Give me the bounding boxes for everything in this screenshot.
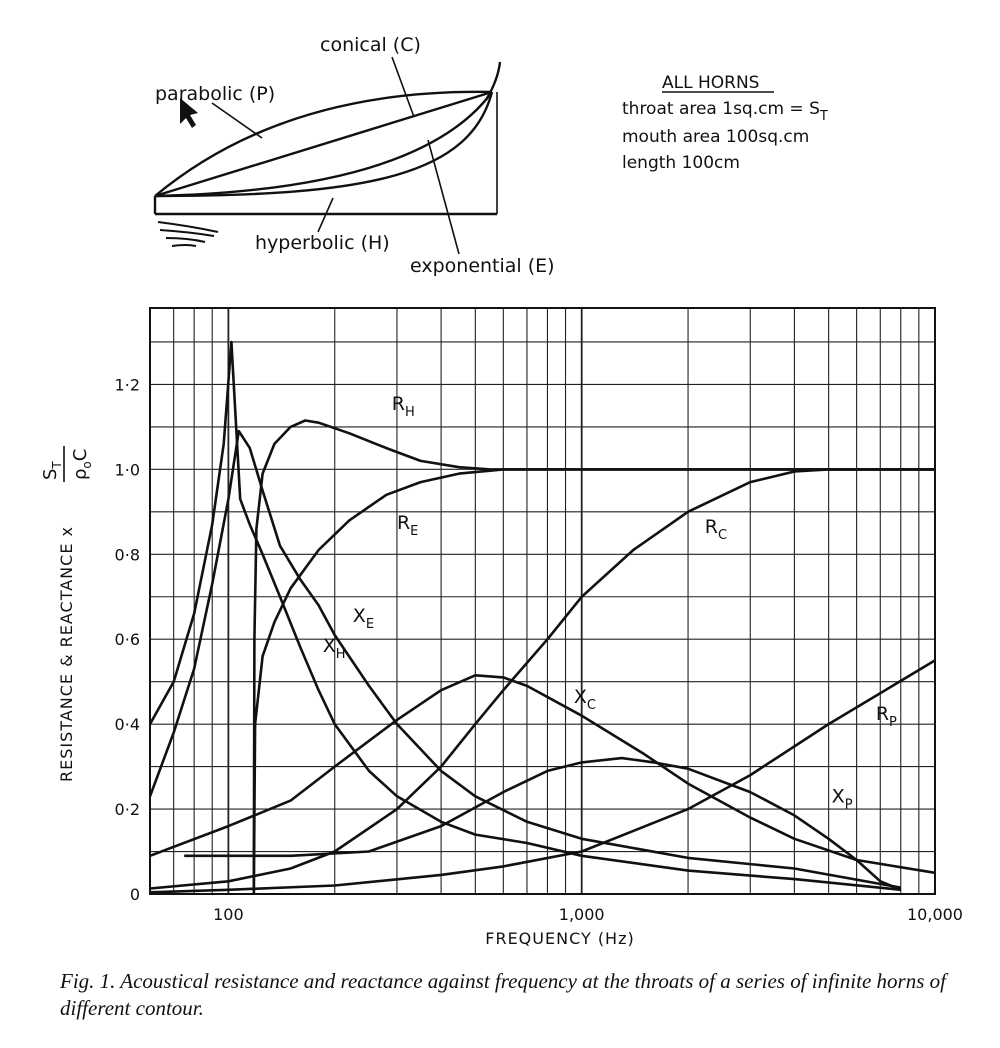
figure-caption: Fig. 1. Acoustical resistance and reactance against frequency at the throats of a series of infinite horns of different contour. (60, 969, 946, 1020)
parabolic-label: parabolic (P) (155, 83, 276, 105)
y-tick-label-6: 1·2 (114, 375, 140, 395)
specs-length: length 100cm (622, 153, 740, 173)
series-xh-line (150, 342, 901, 890)
parabolic-leader (212, 103, 262, 138)
series-xe-label: $X_E$ (352, 605, 375, 633)
series-rh-line (254, 421, 935, 895)
exponential-label: exponential (E) (410, 255, 555, 277)
x-tick-label-1: 1,000 (558, 905, 605, 924)
y-axis-label-main: RESISTANCE & REACTANCE x (57, 526, 76, 782)
chart (40, 308, 963, 948)
chart-grid (150, 308, 935, 894)
series-xp-line (184, 758, 901, 890)
specs-throat: throat area $1sq.cm = S_T$ (622, 99, 828, 124)
specs-heading: ALL HORNS (662, 73, 760, 93)
y-tick-labels (115, 375, 140, 904)
exponential-leader (428, 140, 459, 254)
horn-specs (622, 73, 828, 173)
x-axis-label: FREQUENCY (Hz) (485, 929, 635, 948)
series-xp-label: $X_P$ (831, 785, 853, 813)
conical-leader (392, 57, 414, 117)
x-tick-label-2: 10,000 (907, 905, 963, 924)
series-xh-label: $X_H$ (322, 634, 346, 662)
y-tick-label-4: 0·8 (114, 545, 140, 565)
y-axis-fraction (40, 446, 94, 482)
mouth-flare (486, 62, 500, 100)
y-tick-label-3: 0·6 (114, 630, 140, 650)
hyperbolic-label: hyperbolic (H) (255, 232, 390, 254)
x-tick-label-0: 100 (213, 905, 244, 924)
chart-series (150, 342, 935, 894)
specs-mouth: mouth area 100sq.cm (622, 127, 810, 147)
y-tick-label-0: 0 (129, 885, 140, 904)
y-tick-label-2: 0·4 (114, 715, 140, 735)
x-tick-labels (213, 905, 963, 924)
conical-label: conical (C) (320, 34, 421, 56)
fraction-denominator: $\rho_oC$ (70, 448, 94, 480)
driver-scribble (158, 222, 218, 246)
series-rh-label: $R_H$ (391, 392, 415, 420)
series-rc-label: $R_C$ (704, 516, 728, 544)
series-rp-label: $R_P$ (875, 702, 897, 730)
y-tick-label-5: 1·0 (114, 460, 140, 480)
fraction-numerator: $S_T$ (40, 461, 64, 480)
y-tick-label-1: 0·2 (114, 800, 140, 820)
plot-frame (150, 308, 935, 894)
y-axis-label (40, 446, 94, 782)
series-xc-label: $X_C$ (573, 685, 596, 713)
series-re-label: $R_E$ (396, 511, 419, 539)
